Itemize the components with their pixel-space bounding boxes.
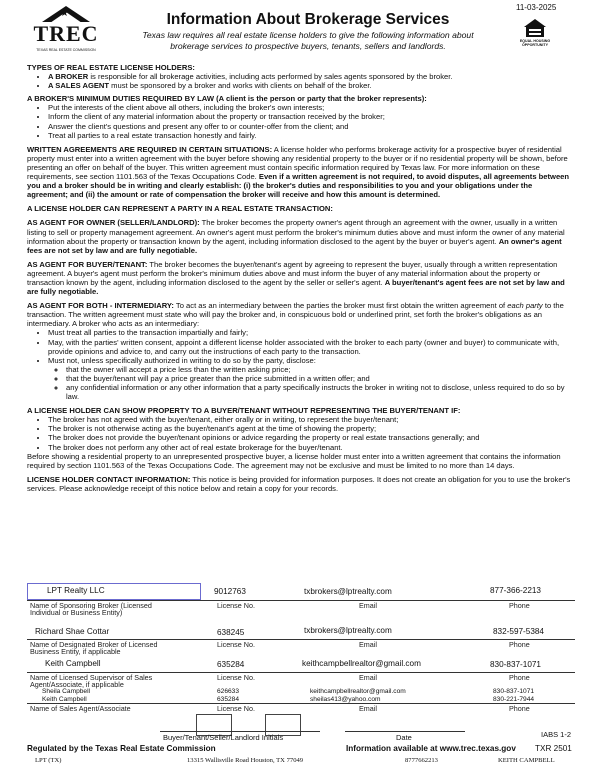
footer-agent: KEITH CAMPBELL — [498, 757, 555, 764]
broker-phone[interactable]: 877-366-2213 — [490, 586, 541, 595]
list-item: • Treat all parties to a real estate transaction honestly and fairly. — [48, 131, 575, 140]
form-id: IABS 1-2 — [541, 730, 572, 739]
field-label: Phone — [509, 704, 530, 713]
designated-broker-email[interactable]: txbrokers@lptrealty.com — [304, 626, 392, 635]
list-item: • The broker is not otherwise acting as the buyer/tenant's agent at the time of showing the property; — [48, 424, 575, 433]
field-label: License No. — [217, 640, 255, 649]
supervisor-email[interactable]: keithcampbellrealtor@gmail.com — [302, 659, 421, 668]
table-row — [27, 655, 575, 691]
footer-main — [27, 744, 575, 753]
sales-agent-licenses[interactable]: 626633 635284 — [217, 688, 240, 703]
list-item: ◦ that the owner will accept a price less than the written asking price; — [66, 365, 575, 374]
list-item: • A SALES AGENT must be sponsored by a broker and works with clients on behalf of the broker. — [48, 81, 575, 90]
date-label: Date — [396, 733, 412, 742]
footer-phone: 8777662213 — [405, 757, 438, 764]
page-title: Information About Brokerage Services — [166, 11, 450, 28]
document-date: 11-03-2025 — [516, 3, 557, 12]
unrepresented-buyer-paragraph: Before showing a residential property to an unrepresented prospective buyer, a license holder must enter into a written agreement that contains the information required by section 1101.563 of the Texas Occupations Code. The agreement may not be exclusive and must be limited to no more than 14 days. — [27, 451, 561, 470]
supervisor-name[interactable]: Keith Campbell — [45, 659, 101, 668]
duties-list — [27, 103, 575, 139]
field-label: License No. — [217, 673, 255, 682]
types-heading: TYPES OF REAL ESTATE LICENSE HOLDERS: — [27, 63, 195, 72]
show-property-heading: A LICENSE HOLDER CAN SHOW PROPERTY TO A BUYER/TENANT WITHOUT REPRESENTING THE BUYER/TENANT IF: — [27, 406, 461, 416]
list-item: • The broker does not provide the buyer/tenant opinions or advice regarding the property or real estate transactions generally; and — [48, 433, 575, 442]
list-item: • Must not, unless specifically authorized in writing to do so by the party, disclose: ◦ that the owner will accept a price less than the written asking price; ◦ that the buyer/tenant will pay a price greater than the price submitted in a written offer; and ◦ any confidential information or any other information that a party specifically instructs the broker in writing not to disclose, unless required to do so by law. — [48, 356, 575, 401]
eho-house-icon — [524, 19, 546, 27]
regulated-text: Regulated by the Texas Real Estate Commission — [27, 744, 216, 753]
table-row — [27, 583, 575, 619]
field-label: Name of Sales Agent/Associate — [30, 704, 131, 713]
table-row — [27, 623, 575, 659]
field-label: Name of Sponsoring Broker (Licensed Individual or Business Entity) — [30, 601, 152, 617]
contact-info-paragraph: LICENSE HOLDER CONTACT INFORMATION: This notice is being provided for information purposes. It does not create an obligation for you to use the broker's services. Please acknowledge receipt of this notice below and retain a copy for your records. — [27, 474, 571, 493]
owner-agent-paragraph: AS AGENT FOR OWNER (SELLER/LANDLORD): The broker becomes the property owner's agent through an agreement with the owner, usually in a written listing to sell or property management agreement. An owner's agent must perform the broker's minimum duties above and must inform the owner of any material information about the property or transaction known by the agent, including information disclosed to the agent by the buyer or buyer's agent. An owner's agent fees are not set by law and are fully negotiable. — [27, 218, 565, 255]
footer-address: 13315 Wallisville Road Houston, TX 77049 — [187, 757, 304, 764]
types-list — [27, 72, 575, 90]
broker-email[interactable]: txbrokers@lptrealty.com — [304, 587, 392, 596]
broker-name[interactable]: LPT Realty LLC — [47, 586, 105, 595]
buyer-agent-paragraph: AS AGENT FOR BUYER/TENANT: The broker becomes the buyer/tenant's agent by agreeing to represent the buyer, usually through a written representation agreement. A buyer's agent must perform the broker's minimum duties above and must inform the buyer of any material information about the property or transaction known by the agent, including information disclosed to the agent by the seller or seller's agent. A buyer/tenant's agent fees are not set by law and are fully negotiable. — [27, 259, 565, 297]
txr-number: TXR 2501 — [535, 744, 572, 753]
field-label: License No. — [217, 704, 255, 713]
list-item: • The broker has not agreed with the buyer/tenant, either orally or in writing, to represent the buyer/tenant; — [48, 415, 575, 424]
field-label: Email — [359, 704, 377, 713]
field-label: Email — [359, 601, 377, 610]
list-item: • A BROKER is responsible for all brokerage activities, including acts performed by sales agents sponsored by the broker. — [48, 72, 575, 81]
list-item: ◦ any confidential information or any other information that a party specifically instructs the broker in writing not to disclose, unless required to do so by law. — [66, 383, 575, 401]
written-agreements-paragraph: WRITTEN AGREEMENTS ARE REQUIRED IN CERTAIN SITUATIONS: A license holder who performs brokerage activity for a prospective buyer of residential property must enter into a written agreement with the buyer before showing any residential property to the buyer or if no residential property will be shown, before presenting an offer on behalf of the buyer. This written agreement must contain specific information required by Texas law. For more information on these requirements, see section 1101.563 of the Texas Occupations Code. Even if a written agreement is not required, to avoid disputes, all agreements between you and a broker should be in writing and clearly establish: (i) the broker's duties and responsibilities to you and your obligations under the agreement; and (ii) the amount or rate of compensation the broker will receive and how this amount is determined. — [27, 144, 570, 200]
field-label: License No. — [217, 601, 255, 610]
disclose-sublist — [48, 365, 575, 401]
list-item: • Answer the client's questions and present any offer to or counter-offer from the client; and — [48, 122, 575, 131]
supervisor-phone[interactable]: 830-837-1071 — [490, 660, 541, 669]
star-icon: ★ — [60, 8, 69, 19]
show-property-list — [27, 415, 575, 451]
field-label: Phone — [509, 601, 530, 610]
designated-broker-phone[interactable]: 832-597-5384 — [493, 627, 544, 636]
equal-sign-icon — [529, 29, 541, 31]
document-body — [27, 60, 575, 493]
eho-label: EQUAL HOUSING OPPORTUNITY — [519, 39, 551, 47]
page-subtitle: Texas law requires all real estate license holders to give the following information about brokerage services to prospective buyers, tenants, sellers and landlords. — [142, 30, 474, 51]
duties-heading: A BROKER'S MINIMUM DUTIES REQUIRED BY LAW (A client is the person or party that the broker represents): — [27, 94, 427, 104]
field-label: Email — [359, 640, 377, 649]
info-text: Information available at www.trec.texas.gov — [346, 744, 516, 753]
field-label: Name of Designated Broker of Licensed Business Entity, if applicable — [30, 640, 158, 656]
logo-subtitle: TEXAS REAL ESTATE COMMISSION — [36, 48, 96, 52]
list-item: • The broker does not perform any other act of real estate brokerage for the buyer/tenant. — [48, 443, 575, 452]
list-item: • Must treat all parties to the transaction impartially and fairly; — [48, 328, 575, 337]
initials-label: Buyer/Tenant/Seller/Landlord Initials — [163, 733, 284, 742]
field-label: Phone — [509, 673, 530, 682]
represent-heading: A LICENSE HOLDER CAN REPRESENT A PARTY IN A REAL ESTATE TRANSACTION: — [27, 204, 333, 214]
list-item: ◦ that the buyer/tenant will pay a price greater than the price submitted in a written offer; and — [66, 374, 575, 383]
sales-agent-phones[interactable]: 830-837-1071 830-221-7944 — [493, 688, 535, 703]
list-item: • May, with the parties' written consent, appoint a different license holder associated with the broker to each party (owner and buyer) to communicate with, provide opinions and advice to, and carry out the instructions of each party to the transaction. — [48, 338, 575, 356]
intermediary-paragraph: AS AGENT FOR BOTH - INTERMEDIARY: To act as an intermediary between the parties the broker must first obtain the written agreement of each party to the transaction. The written agreement must state who will pay the broker and, in conspicuous bold or underlined print, set forth the broker's obligations as an intermediary. A broker who acts as an intermediary: — [27, 301, 564, 329]
supervisor-license[interactable]: 635284 — [217, 660, 245, 669]
designated-broker-license[interactable]: 638245 — [217, 628, 245, 637]
broker-license[interactable]: 9012763 — [214, 587, 246, 596]
trec-logo — [31, 4, 101, 58]
list-item: • Put the interests of the client above all others, including the broker's own interests; — [48, 103, 575, 112]
intermediary-list — [27, 328, 575, 401]
list-item: • Inform the client of any material information about the property or transaction received by the broker; — [48, 112, 575, 121]
sales-agent-names[interactable]: Sheila Campbell Keith Campbell — [42, 688, 91, 703]
sales-agent-emails[interactable]: keithcampbellrealtor@gmail.com sheilas413@yahoo.com — [310, 688, 406, 703]
field-label: Name of Licensed Supervisor of Sales Agent/Associate, if applicable — [30, 673, 153, 689]
equal-housing-logo — [520, 19, 550, 49]
designated-broker-name[interactable]: Richard Shae Cottar — [35, 627, 110, 636]
table-row — [27, 687, 575, 723]
field-label: Email — [359, 673, 377, 682]
footer-lpt: LPT (TX) — [35, 757, 62, 764]
field-label: Phone — [509, 640, 530, 649]
logo-word: TREC — [33, 21, 99, 46]
